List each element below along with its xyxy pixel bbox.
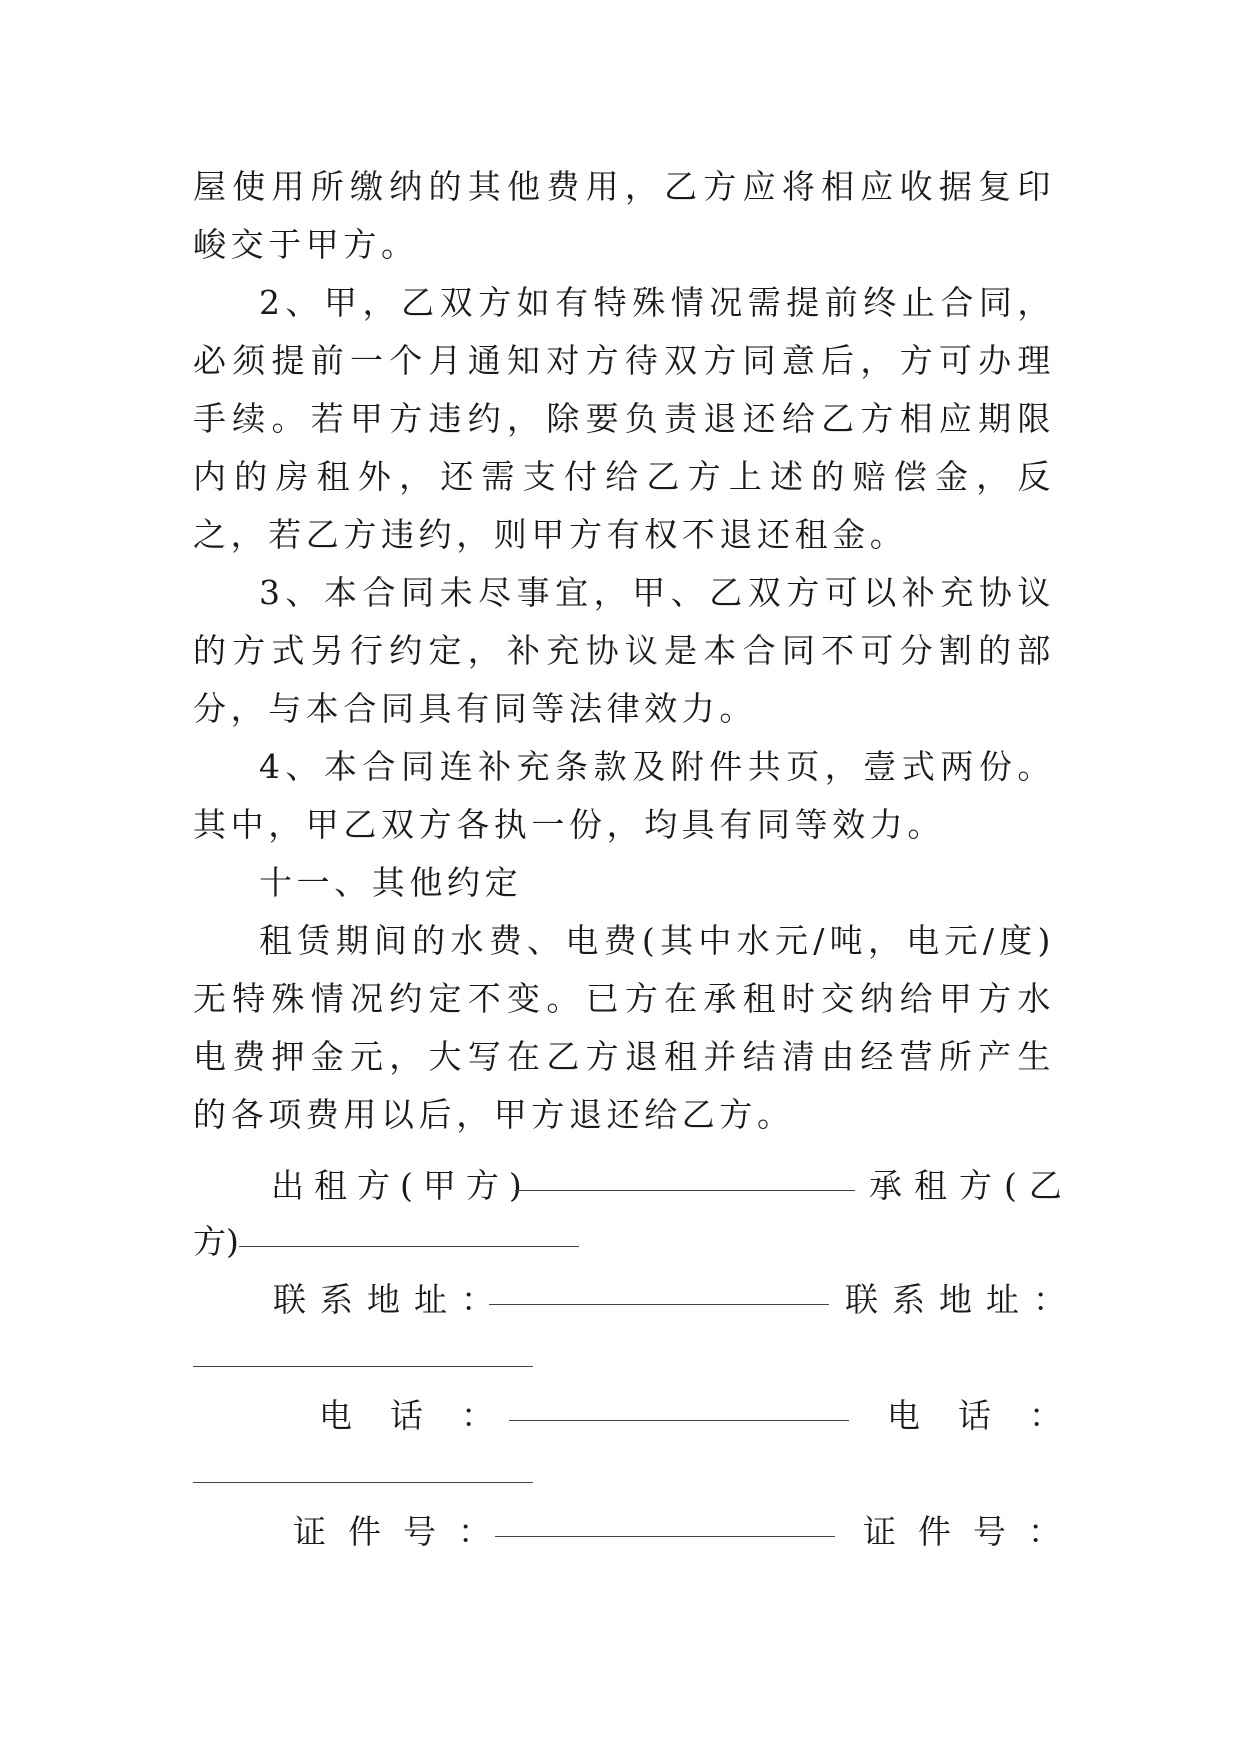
paragraph-termination: 2、甲，乙双方如有特殊情况需提前终止合同，必须提前一个月通知对方待双方同意后，方可办理手续。若甲方违约，除要负责退还给乙方相应期限内的房租外，还需支付给乙方上述的赔偿金，反之，若乙方违约，则甲方有权不退还租金。: [193, 283, 1055, 554]
lessor-label: 出租方(甲方): [271, 1166, 532, 1205]
lessor-signature-blank[interactable]: [515, 1160, 855, 1199]
section-heading-other: 十一、其他约定: [259, 863, 523, 902]
lessee-address-label: 联系地址：: [845, 1280, 1080, 1319]
lessee-signature-blank[interactable]: [239, 1216, 579, 1255]
lessee-label: 承租方(乙: [869, 1166, 1074, 1205]
paragraph-copies: 4、本合同连补充条款及附件共页，壹式两份。其中，甲乙双方各执一份，均具有同等效力。: [193, 747, 1055, 844]
paragraph-supplement: 3、本合同未尽事宜，甲、乙双方可以补充协议的方式另行约定，补充协议是本合同不可分割的部分，与本合同具有同等法律效力。: [193, 573, 1055, 728]
lessee-phone-label: 电话：: [887, 1396, 1100, 1435]
paragraph-utilities: 租赁期间的水费、电费(其中水元/吨，电元/度)无特殊情况约定不变。已方在承租时交纳给甲方水电费押金元，大写在乙方退租并结清由经营所产生的各项费用以后，甲方退还给乙方。: [193, 921, 1055, 1134]
lessor-phone-label: 电话：: [319, 1396, 532, 1435]
lessee-address-blank[interactable]: [193, 1336, 533, 1375]
paragraph-fees: 屋使用所缴纳的其他费用，乙方应将相应收据复印峻交于甲方。: [193, 167, 1055, 264]
contract-body: [193, 158, 1055, 1144]
lessor-id-blank[interactable]: [495, 1506, 835, 1545]
lessor-address-blank[interactable]: [489, 1274, 829, 1313]
lessee-id-label: 证件号：: [863, 1512, 1083, 1551]
lessor-id-label: 证件号：: [293, 1512, 513, 1551]
lessor-address-label: 联系地址：: [273, 1280, 508, 1319]
lessee-label-continued: 方): [193, 1222, 239, 1261]
lessee-phone-blank[interactable]: [193, 1452, 533, 1491]
lessor-phone-blank[interactable]: [509, 1390, 849, 1429]
